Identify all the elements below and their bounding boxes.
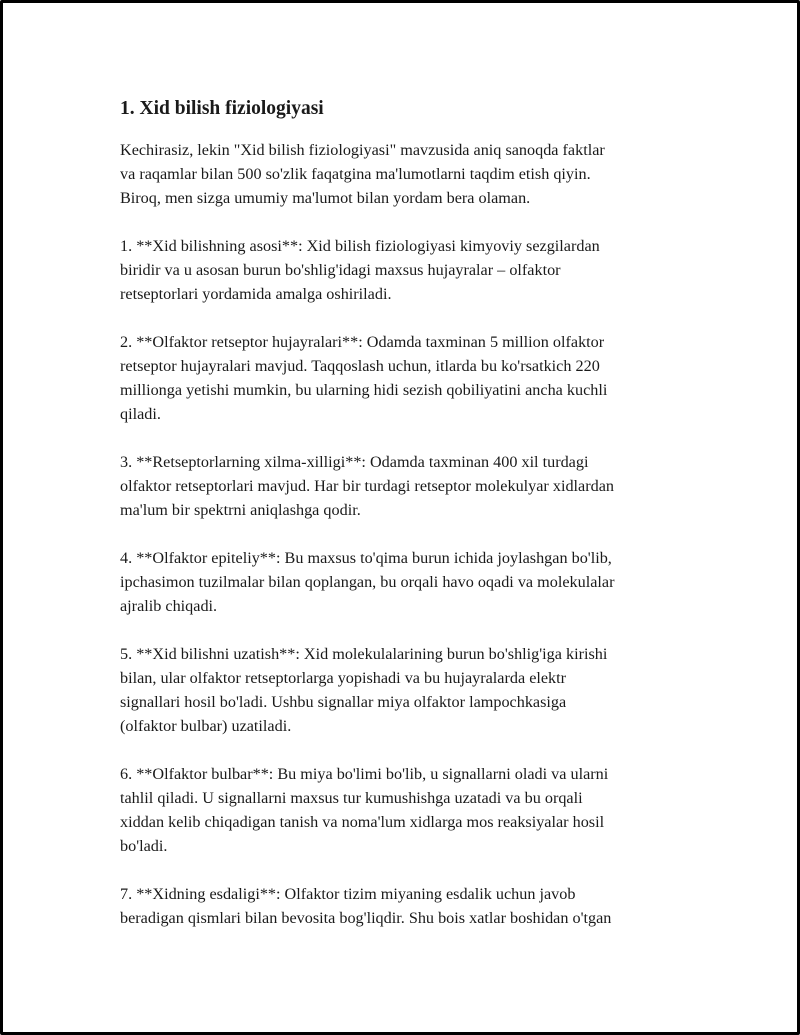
paragraph-item-1: [120, 234, 720, 306]
text-line: 2. **Olfaktor retseptor hujayralari**: Odamda taxminan 5 million olfaktor: [120, 333, 605, 351]
text-line: xiddan kelib chiqadigan tanish va noma'lum xidlarga mos reaksiyalar hosil: [120, 813, 605, 831]
paragraph-item-7: [120, 882, 720, 930]
text-line: qiladi.: [120, 405, 161, 423]
text-line: 1. **Xid bilishning asosi**: Xid bilish fiziologiyasi kimyoviy sezgilardan: [120, 237, 600, 255]
text-line: ipchasimon tuzilmalar bilan qoplangan, bu orqali havo oqadi va molekulalar: [120, 573, 615, 591]
text-line: retseptorlari yordamida amalga oshiriladi.: [120, 285, 392, 303]
paragraph-item-3: [120, 450, 720, 522]
paragraph-item-2: [120, 330, 720, 426]
text-line: bilan, ular olfaktor retseptorlarga yopishadi va bu hujayralarda elektr: [120, 669, 567, 687]
text-line: Biroq, men sizga umumiy ma'lumot bilan yordam bera olaman.: [120, 189, 531, 207]
text-line: biridir va u asosan burun bo'shlig'idagi maxsus hujayralar – olfaktor: [120, 261, 561, 279]
text-line: retseptor hujayralari mavjud. Taqqoslash uchun, itlarda bu ko'rsatkich 220: [120, 357, 600, 375]
text-line: 7. **Xidning esdaligi**: Olfaktor tizim miyaning esdalik uchun javob: [120, 885, 576, 903]
text-line: millionga yetishi mumkin, bu ularning hidi sezish qobiliyatini ancha kuchli: [120, 381, 608, 399]
text-line: bo'ladi.: [120, 837, 168, 855]
text-line: ajralib chiqadi.: [120, 597, 218, 615]
text-line: 5. **Xid bilishni uzatish**: Xid molekulalarining burun bo'shlig'iga kirishi: [120, 645, 608, 663]
text-line: ma'lum bir spektrni aniqlashga qodir.: [120, 501, 361, 519]
paragraph-intro: [120, 138, 720, 210]
text-line: 6. **Olfaktor bulbar**: Bu miya bo'limi bo'lib, u signallarni oladi va ularni: [120, 765, 609, 783]
text-line: Kechirasiz, lekin "Xid bilish fiziologiyasi" mavzusida aniq sanoqda faktlar: [120, 141, 605, 159]
document-body: [120, 96, 720, 954]
paragraph-item-6: [120, 762, 720, 858]
text-line: olfaktor retseptorlari mavjud. Har bir turdagi retseptor molekulyar xidlardan: [120, 477, 615, 495]
text-line: (olfaktor bulbar) uzatiladi.: [120, 717, 292, 735]
paragraph-item-4: [120, 546, 720, 618]
text-line: 3. **Retseptorlarning xilma-xilligi**: Odamda taxminan 400 xil turdagi: [120, 453, 589, 471]
text-line: signallari hosil bo'ladi. Ushbu signallar miya olfaktor lampochkasiga: [120, 693, 567, 711]
document-title: 1. Xid bilish fiziologiyasi: [120, 98, 324, 119]
text-line: tahlil qiladi. U signallarni maxsus tur kumushishga uzatadi va bu orqali: [120, 789, 583, 807]
text-line: 4. **Olfaktor epiteliy**: Bu maxsus to'qima burun ichida joylashgan bo'lib,: [120, 549, 612, 567]
text-line: beradigan qismlari bilan bevosita bog'liqdir. Shu bois xatlar boshidan o'tgan: [120, 909, 612, 927]
paragraph-item-5: [120, 642, 720, 738]
text-line: va raqamlar bilan 500 so'zlik faqatgina ma'lumotlarni taqdim etish qiyin.: [120, 165, 591, 183]
